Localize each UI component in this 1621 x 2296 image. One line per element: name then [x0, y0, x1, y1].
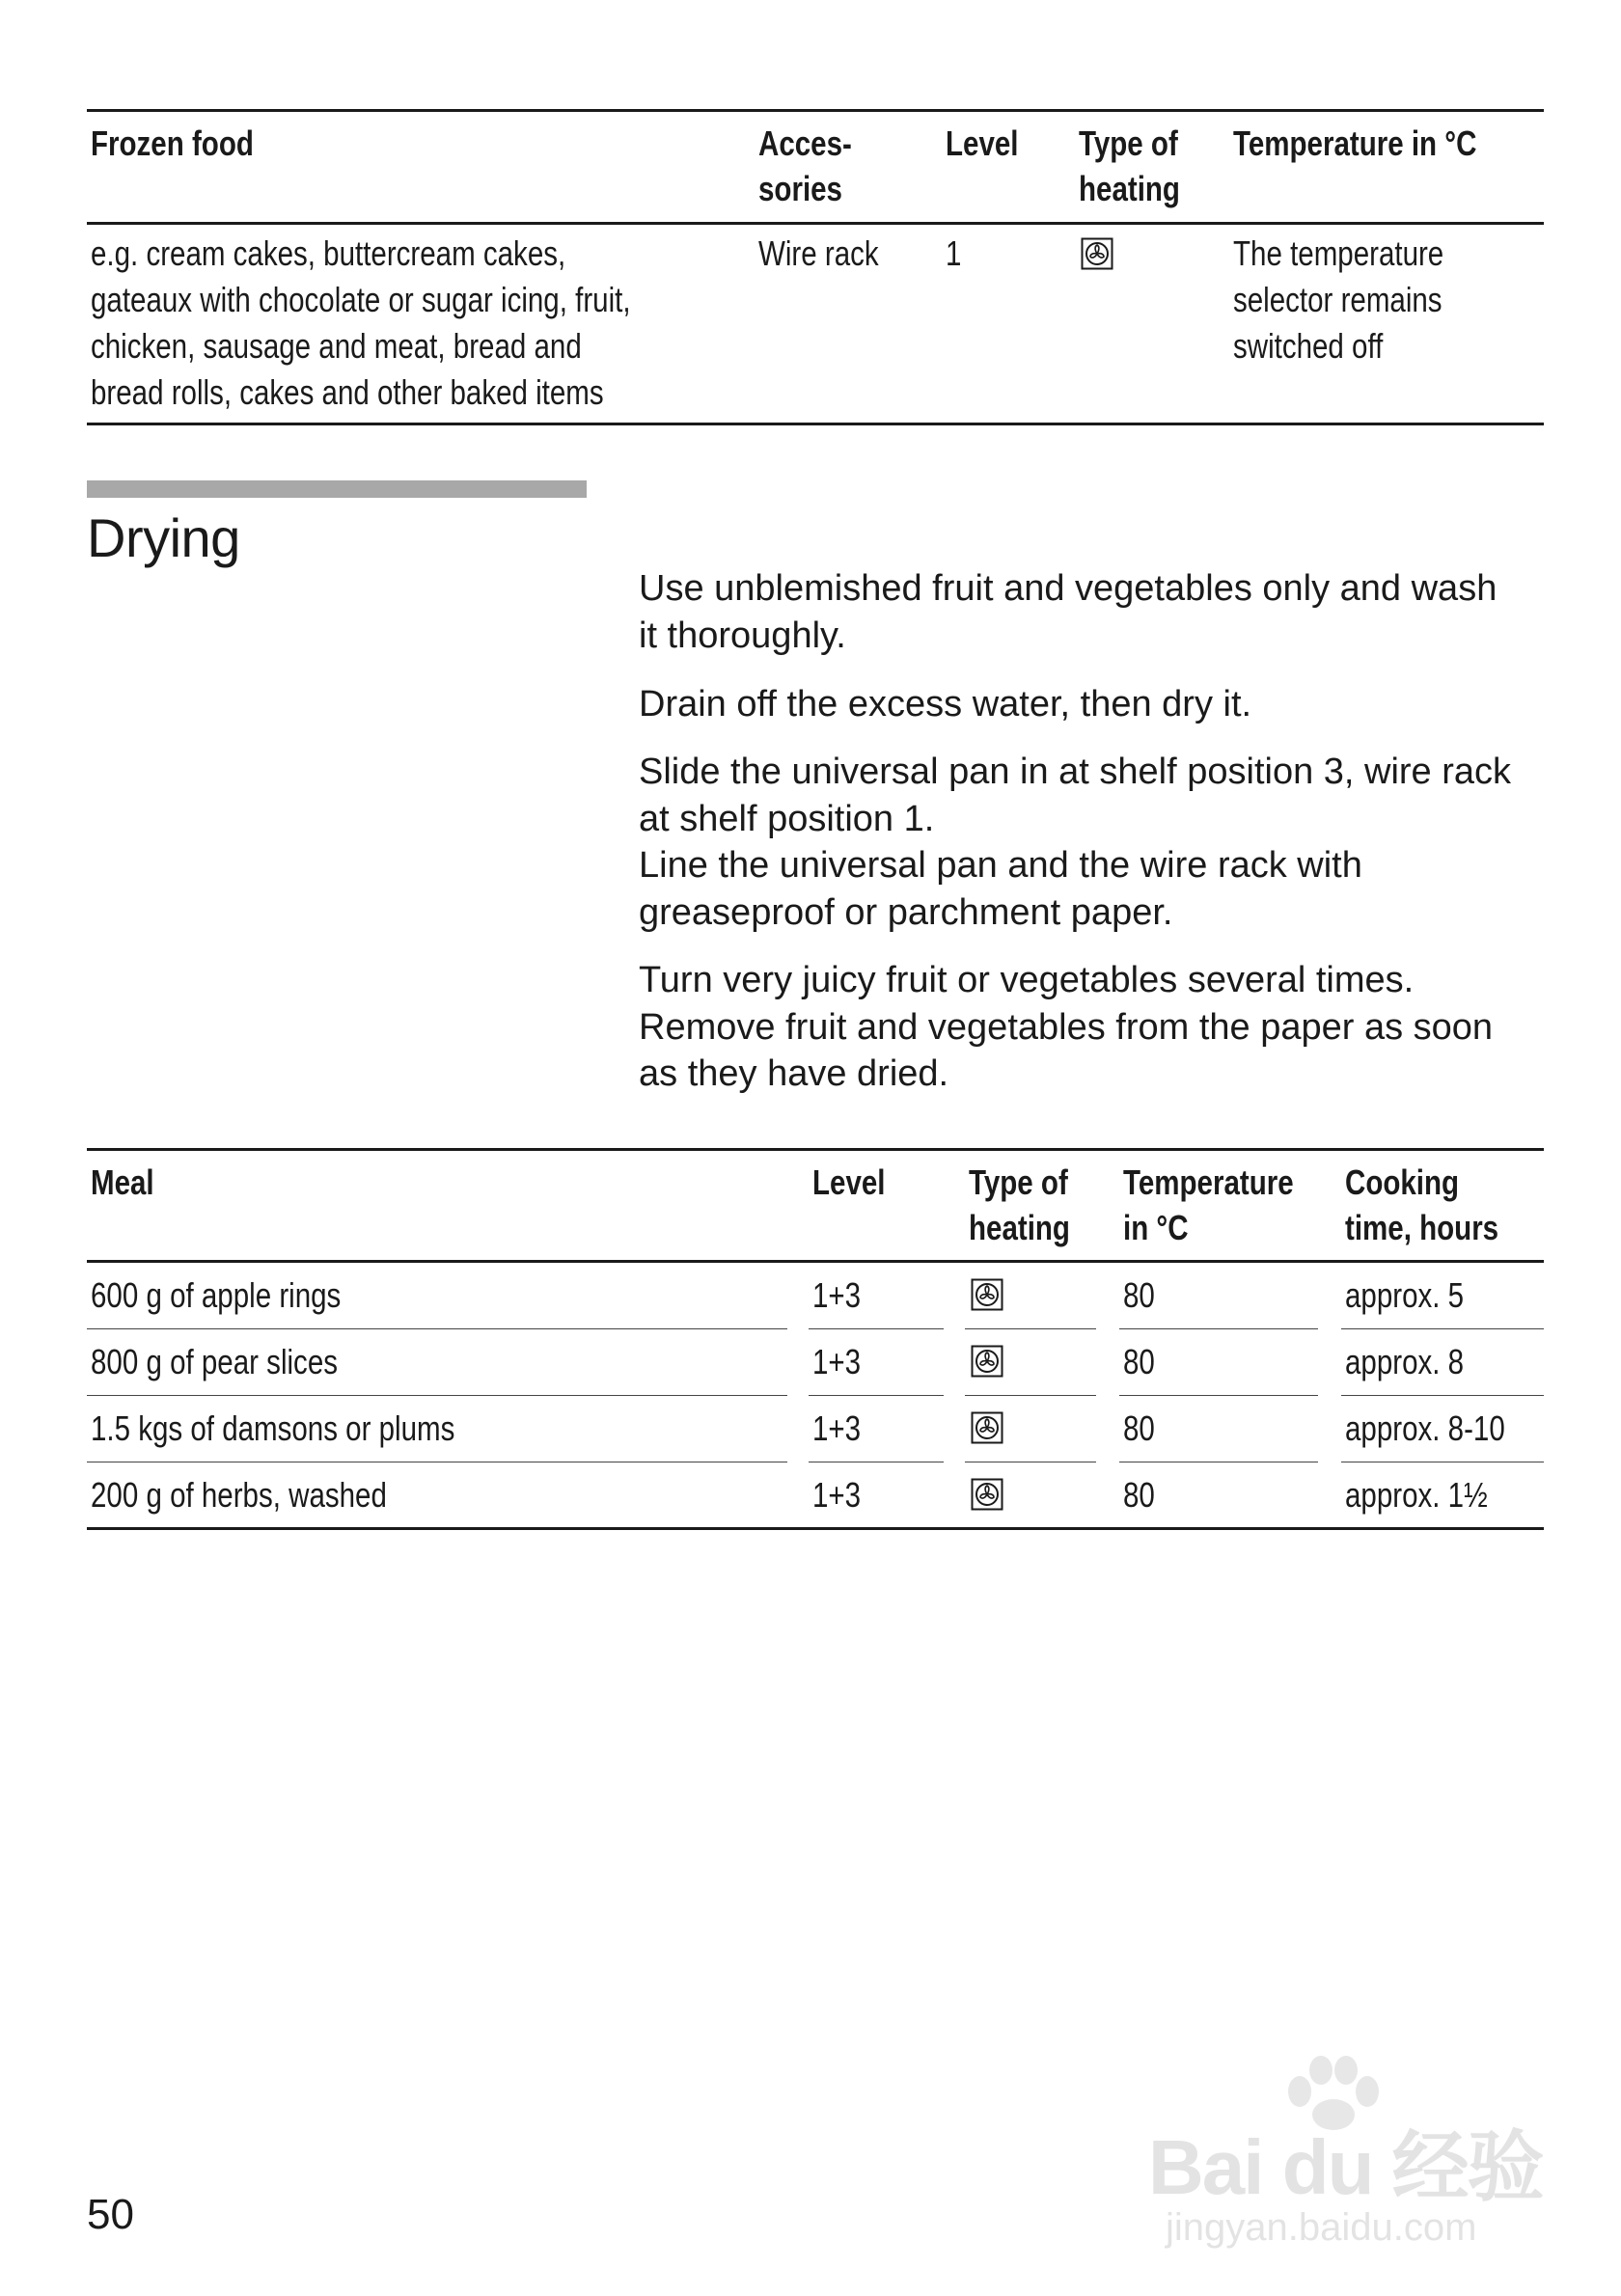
level-text: 1+3: [812, 1342, 862, 1381]
temperature-note: [1233, 231, 1443, 369]
defrost-fan-icon: [1081, 237, 1113, 270]
header-type-line2: heating: [1079, 169, 1180, 208]
header-cooking-time: [1345, 1160, 1498, 1250]
heating-cell: [965, 1329, 1096, 1396]
time-text: approx. 8-10: [1345, 1408, 1505, 1448]
header-accessories: [758, 121, 852, 211]
header-accessories-line2: sories: [758, 169, 842, 208]
temperature-text: 80: [1123, 1342, 1155, 1381]
temperature-cell: [1119, 1462, 1318, 1528]
table-row: [87, 1329, 1544, 1396]
hot-air-fan-icon: [971, 1278, 1003, 1311]
temperature-cell: [1119, 1329, 1318, 1396]
header-time-line1: Cooking: [1345, 1162, 1460, 1202]
level-cell: [809, 1263, 944, 1329]
level-text: 1+3: [812, 1275, 862, 1315]
paragraph-line: Use unblemished fruit and vegetables only and wash: [639, 568, 1497, 609]
header-time-line2: time, hours: [1345, 1208, 1499, 1247]
temperature-note-line: selector remains: [1233, 280, 1442, 319]
table-top-rule: [87, 109, 1544, 112]
level-cell: [809, 1396, 944, 1462]
meal-cell: [87, 1462, 787, 1528]
temperature-text: 80: [1123, 1275, 1155, 1315]
level-cell: [809, 1462, 944, 1528]
time-cell: [1341, 1396, 1544, 1462]
header-temperature: Temperature in °C: [1233, 123, 1477, 163]
heating-cell: [965, 1462, 1096, 1528]
header-temperature: [1123, 1160, 1294, 1250]
header-temp-line1: Temperature: [1123, 1162, 1294, 1202]
header-temp-line2: in °C: [1123, 1208, 1189, 1247]
meal-text: 1.5 kgs of damsons or plums: [91, 1408, 455, 1448]
food-line: chicken, sausage and meat, bread and: [91, 326, 582, 366]
paragraph-line: it thoroughly.: [639, 615, 846, 656]
meal-text: 800 g of pear slices: [91, 1342, 338, 1381]
page-number: 50: [87, 2191, 134, 2238]
temperature-note-line: The temperature: [1233, 233, 1444, 273]
food-line: bread rolls, cakes and other baked items: [91, 372, 604, 412]
frozen-food-description: [91, 231, 631, 416]
time-text: approx. 5: [1345, 1275, 1465, 1315]
paragraph-line: greaseproof or parchment paper.: [639, 891, 1173, 933]
food-line: gateaux with chocolate or sugar icing, fruit,: [91, 280, 631, 319]
header-type-of-heating: [969, 1160, 1070, 1250]
level-cell: [809, 1329, 944, 1396]
meal-cell: [87, 1263, 787, 1329]
drying-paragraph: [639, 749, 1546, 936]
header-type-line1: Type of: [969, 1162, 1068, 1202]
time-text: approx. 1½: [1345, 1475, 1488, 1515]
temperature-text: 80: [1123, 1475, 1155, 1515]
temperature-note-line: switched off: [1233, 326, 1384, 366]
level-value: 1: [946, 233, 962, 273]
meal-text: 200 g of herbs, washed: [91, 1475, 387, 1515]
header-accessories-line1: Acces-: [758, 123, 852, 163]
paragraph-line: Drain off the excess water, then dry it.: [639, 684, 1252, 724]
meal-cell: [87, 1396, 787, 1462]
paragraph-line: Line the universal pan and the wire rack with: [639, 845, 1362, 886]
drying-paragraph: [639, 565, 1546, 659]
table-row: [87, 1396, 1544, 1462]
watermark-brand: Bai du 经验: [1148, 2124, 1543, 2210]
time-cell: [1341, 1329, 1544, 1396]
header-type-line2: heating: [969, 1208, 1070, 1247]
level-text: 1+3: [812, 1475, 862, 1515]
paragraph-line: Turn very juicy fruit or vegetables several times.: [639, 960, 1415, 1000]
table-top-rule: [87, 1148, 1544, 1151]
heating-cell: [965, 1396, 1096, 1462]
section-bar: [87, 480, 587, 498]
table-bottom-rule: [87, 423, 1544, 425]
food-line: e.g. cream cakes, buttercream cakes,: [91, 233, 566, 273]
paragraph-line: Remove fruit and vegetables from the paper as soon: [639, 1006, 1494, 1048]
temperature-cell: [1119, 1263, 1318, 1329]
header-type-line1: Type of: [1079, 123, 1178, 163]
header-level: Level: [812, 1162, 886, 1202]
drying-paragraph: [639, 957, 1546, 1098]
accessories-value: Wire rack: [758, 233, 879, 273]
hot-air-fan-icon: [971, 1345, 1003, 1378]
time-text: approx. 8: [1345, 1342, 1465, 1381]
time-cell: [1341, 1462, 1544, 1528]
hot-air-fan-icon: [971, 1411, 1003, 1444]
heating-cell: [965, 1263, 1096, 1329]
paw-icon: [1278, 2055, 1385, 2132]
table-bottom-rule: [87, 1527, 1544, 1530]
header-frozen-food: Frozen food: [91, 123, 254, 163]
table-row: [87, 1462, 1544, 1529]
temperature-text: 80: [1123, 1408, 1155, 1448]
watermark-url: jingyan.baidu.com: [1166, 2206, 1477, 2249]
section-title: Drying: [87, 507, 240, 568]
table-row: [87, 1263, 1544, 1329]
header-meal: Meal: [91, 1162, 154, 1202]
header-type-of-heating: [1079, 121, 1180, 211]
paragraph-line: Slide the universal pan in at shelf position 3, wire rack: [639, 752, 1512, 792]
paragraph-line: at shelf position 1.: [639, 798, 935, 839]
drying-paragraph: [639, 681, 1546, 728]
watermark: [1148, 2055, 1553, 2248]
time-cell: [1341, 1263, 1544, 1329]
meal-text: 600 g of apple rings: [91, 1275, 342, 1315]
temperature-cell: [1119, 1396, 1318, 1462]
header-level: Level: [946, 123, 1019, 163]
paragraph-line: as they have dried.: [639, 1053, 949, 1094]
table-header-rule: [87, 222, 1544, 225]
level-text: 1+3: [812, 1408, 862, 1448]
meal-cell: [87, 1329, 787, 1396]
hot-air-fan-icon: [971, 1478, 1003, 1511]
